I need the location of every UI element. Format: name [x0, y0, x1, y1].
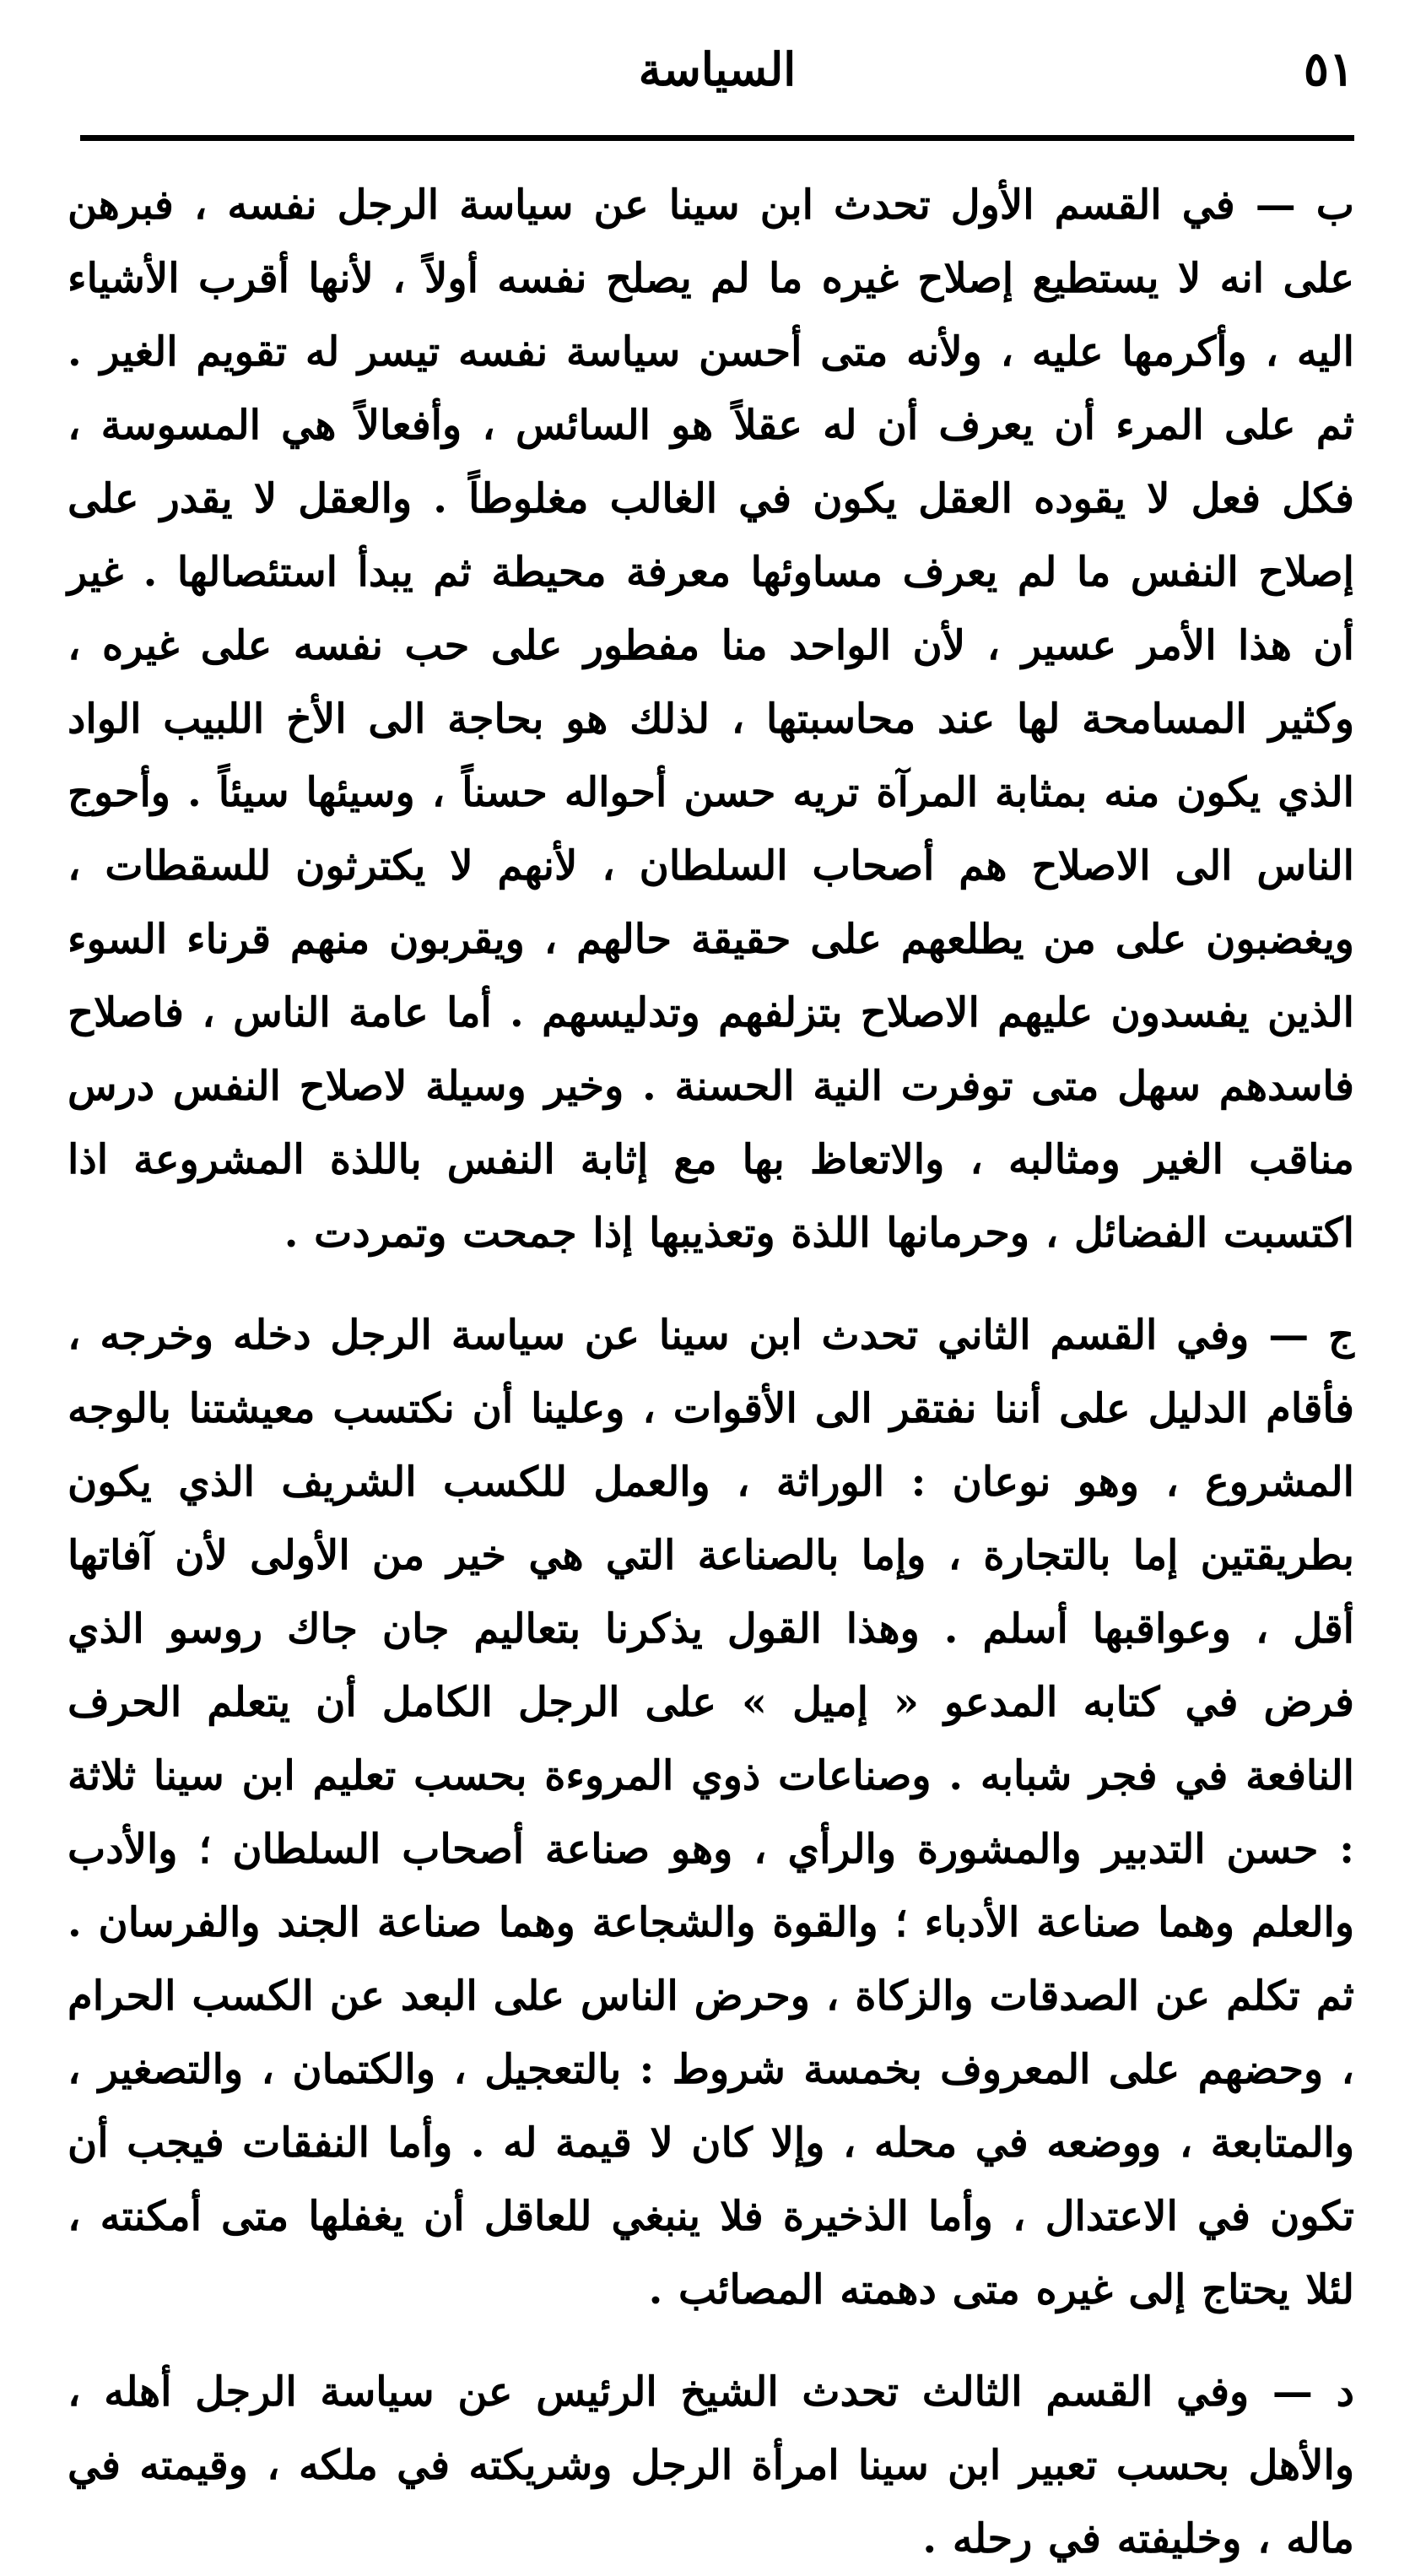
paragraph-text: وفي القسم الثالث تحدث الشيخ الرئيس عن سياسة الرجل أهله ، والأهل بحسب تعبير ابن سينا امرأة الرجل وشريكته في ملكه ، وقيمته في ماله ، وخليفته في رحله . — [68, 2368, 1354, 2562]
paragraph-b — [68, 169, 1354, 1270]
paragraph-marker: ب — — [1255, 181, 1354, 229]
page-header — [80, 35, 1354, 103]
paragraph-marker: د — — [1272, 2368, 1355, 2416]
header-rule — [80, 135, 1354, 141]
page-number: ٥١ — [1303, 41, 1354, 97]
paragraph-d — [68, 2356, 1354, 2576]
paragraph-marker: ج — — [1268, 1312, 1355, 1359]
paragraph-text: في القسم الأول تحدث ابن سينا عن سياسة الرجل نفسه ، فبرهن على انه لا يستطيع إصلاح غيره ما لم يصلح نفسه أولاً ، لأنها أقرب الأشياء اليه ، وأكرمها عليه ، ولأنه متى أحسن سياسة نفسه تيسر له تقويم الغير . ثم على المرء أن يعرف أن له عقلاً هو السائس ، وأفعالاً هي المسوسة ، فكل فعل لا يقوده العقل يكون في الغالب مغلوطاً . والعقل لا يقدر على إصلاح النفس ما لم يعرف مساوئها معرفة محيطة ثم يبدأ استئصالها . غير أن هذا الأمر عسير ، لأن الواحد منا مفطور على حب نفسه على غيره ، وكثير المسامحة لها عند محاسبتها ، لذلك هو بحاجة الى الأخ اللبيب الواد الذي يكون منه بمثابة المرآة تريه حسن أحواله حسناً ، وسيئها سيئاً . وأحوج الناس الى الاصلاح هم أصحاب السلطان ، لأنهم لا يكترثون للسقطات ، ويغضبون على من يطلعهم على حقيقة حالهم ، ويقربون منهم قرناء السوء الذين يفسدون عليهم الاصلاح بتزلفهم وتدليسهم . أما عامة الناس ، فاصلاح فاسدهم سهل متى توفرت النية الحسنة . وخير وسيلة لاصلاح النفس درس مناقب الغير ومثالبه ، والاتعاظ بها مع إثابة النفس باللذة المشروعة اذا اكتسبت الفضائل ، وحرمانها اللذة وتعذيبها إذا جمحت وتمردت . — [68, 181, 1355, 1257]
running-title: السياسة — [638, 42, 797, 96]
paragraph-text: وفي القسم الثاني تحدث ابن سينا عن سياسة الرجل دخله وخرجه ، فأقام الدليل على أننا نفتقر الى الأقوات ، وعلينا أن نكتسب معيشتنا بالوجه المشروع ، وهو نوعان : الوراثة ، والعمل للكسب الشريف الذي يكون بطريقتين إما بالتجارة ، وإما بالصناعة التي هي خير من الأولى لأن آفاتها أقل ، وعواقبها أسلم . وهذا القول يذكرنا بتعاليم جان جاك روسو الذي فرض في كتابه المدعو « إميل » على الرجل الكامل أن يتعلم الحرف النافعة في فجر شبابه . وصناعات ذوي المروءة بحسب تعليم ابن سينا ثلاثة : حسن التدبير والمشورة والرأي ، وهو صناعة أصحاب السلطان ؛ والأدب والعلم وهما صناعة الأدباء ؛ والقوة والشجاعة وهما صناعة الجند والفرسان . ثم تكلم عن الصدقات والزكاة ، وحرض الناس على البعد عن الكسب الحرام ، وحضهم على المعروف بخمسة شروط : بالتعجيل ، والكتمان ، والتصغير ، والمتابعة ، ووضعه في محله ، وإلا كان لا قيمة له . وأما النفقات فيجب أن تكون في الاعتدال ، وأما الذخيرة فلا ينبغي للعاقل أن يغفلها متى أمكنته ، لئلا يحتاج إلى غيره متى دهمته المصائب . — [68, 1312, 1354, 2314]
page-body — [68, 169, 1354, 2576]
paragraph-j — [68, 1299, 1354, 2327]
